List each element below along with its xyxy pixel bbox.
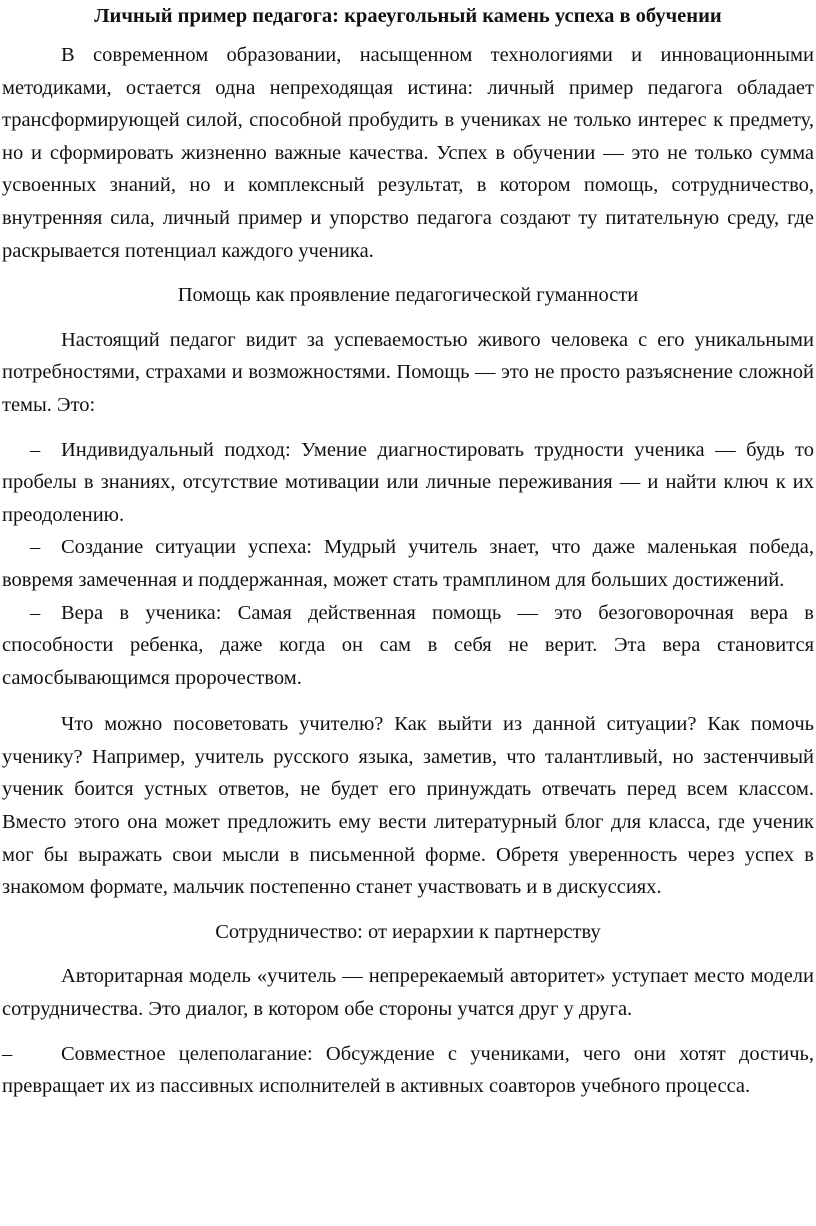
bullet-text: Совместное целеполагание: Обсуждение с учениками, чего они хотят достичь, превращает их из пассивных исполнителей в активных соавторов учебного процесса. (2, 1042, 814, 1098)
section-heading-cooperation: Сотрудничество: от иерархии к партнерству (215, 920, 601, 943)
section-lead-cooperation: Авторитарная модель «учитель — непререкаемый авторитет» уступает место модели сотрудничества. Это диалог, в котором обе стороны учатся друг у друга. (2, 965, 814, 1021)
bullet-item-success (2, 531, 814, 596)
bullet-text: Индивидуальный подход: Умение диагностировать трудности ученика — будь то пробелы в знаниях, отсутствие мотивации или личные переживания — и найти ключ к их преодолению. (2, 438, 814, 526)
dash-marker: – (30, 601, 41, 624)
dash-marker: – (30, 536, 41, 559)
section-lead-help: Настоящий педагог видит за успеваемостью живого человека с его уникальными потребностями, страхами и возможностями. Помощь — это не просто разъяснение сложной темы. Это: (2, 328, 814, 416)
bullet-text: Вера в ученика: Самая действенная помощь — это безоговорочная вера в способности ребенка, даже когда он сам в себя не верит. Эта вера становится самосбывающимся пророчеством. (2, 601, 814, 689)
section-heading-help: Помощь как проявление педагогической гуманности (177, 284, 639, 307)
dash-marker: – (2, 1042, 13, 1065)
bullet-text: Создание ситуации успеха: Мудрый учитель знает, что даже маленькая победа, вовремя замеченная и поддержанная, может стать трамплином для больших достижений. (2, 536, 814, 591)
bullet-item-belief (2, 597, 814, 695)
bullet-item-individual (2, 434, 814, 532)
document-title: Личный пример педагога: краеугольный камень успеха в обучении (94, 5, 722, 27)
intro-paragraph: В современном образовании, насыщенном технологиями и инновационными методиками, остается одна непреходящая истина: личный пример педагога обладает трансформирующей силой, способной пробудить в учениках не только интерес к предмету, но и сформировать жизненно важные качества. Успех в обучении — это не только сумма усвоенных знаний, но и комплексный результат, в котором помощь, сотрудничество, внутренняя сила, личный пример и упорство педагога создают ту питательную среду, где раскрывается потенциал каждого ученика. (2, 44, 814, 262)
dash-marker: – (30, 438, 41, 461)
example-paragraph: Что можно посоветовать учителю? Как выйти из данной ситуации? Как помочь ученику? Например, учитель русского языка, заметив, что талантливый, но застенчивый ученик боится устных ответов, не будет его принуждать отвечать перед всем классом. Вместо этого она может предложить ему вести литературный блог для класса, где ученик мог бы выражать свои мысли в письменной форме. Обретя уверенность через успех в знакомом формате, мальчик постепенно станет участвовать и в дискуссиях. (2, 713, 814, 899)
bullet-item-goal-setting (2, 1038, 814, 1103)
